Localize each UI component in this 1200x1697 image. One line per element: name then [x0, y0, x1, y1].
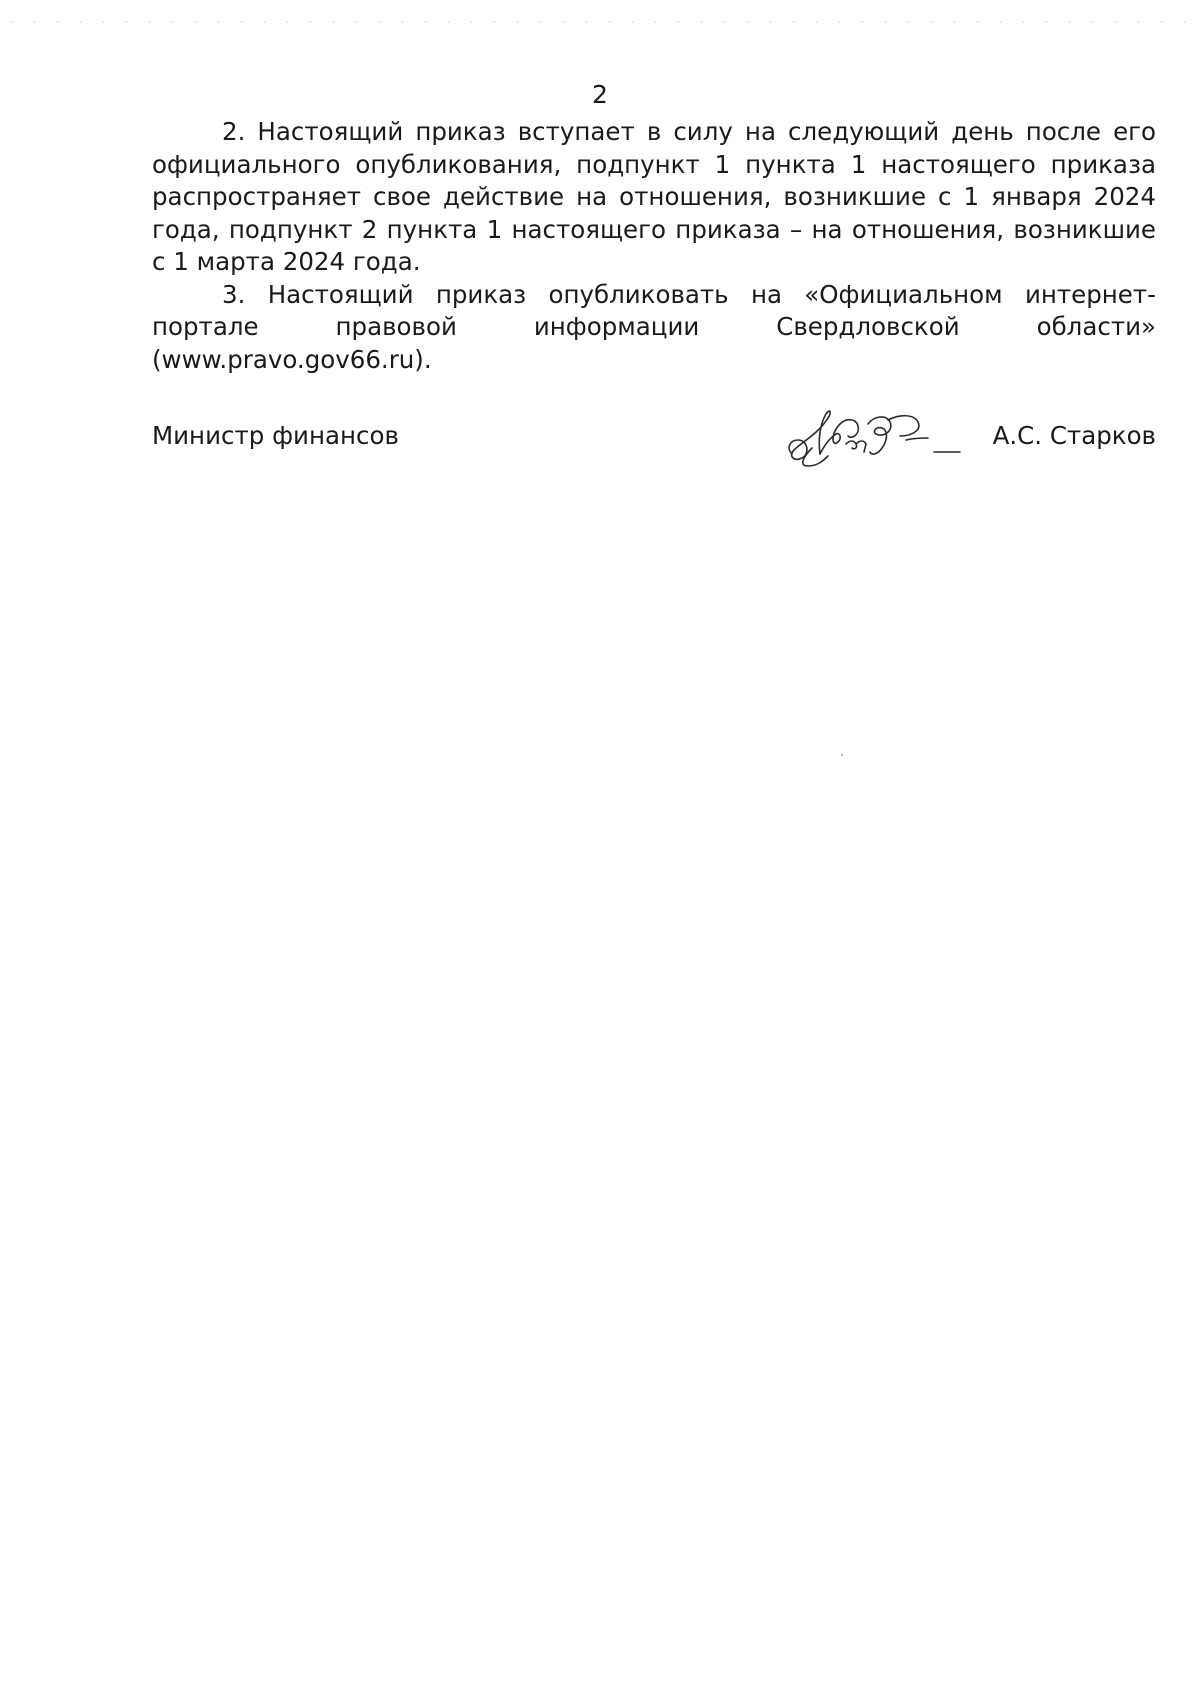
- page-number: 2: [592, 80, 608, 109]
- signer-name: А.С. Старков: [992, 421, 1156, 450]
- order-body: [152, 116, 1156, 376]
- scan-artifact-dot: [841, 754, 843, 756]
- signer-position: Министр финансов: [152, 421, 399, 450]
- signature-block: [152, 404, 1156, 464]
- scan-artifact-top-edge: [0, 21, 1200, 23]
- paragraph-publication: 3. Настоящий приказ опубликовать на «Официальном интернет-портале правовой информации Свердловской области» (www.pravo.gov66.ru).: [152, 279, 1156, 374]
- handwritten-signature: [784, 404, 964, 474]
- paragraph-effective-date: 2. Настоящий приказ вступает в силу на следующий день после его официального опубликования, подпункт 1 пункта 1 настоящего приказа распространяет свое действие на отношения, возникшие с 1 января 2024 года, подпункт 2 пункта 1 настоящего приказа – на отношения, возникшие с 1 марта 2024 года.: [152, 117, 1156, 276]
